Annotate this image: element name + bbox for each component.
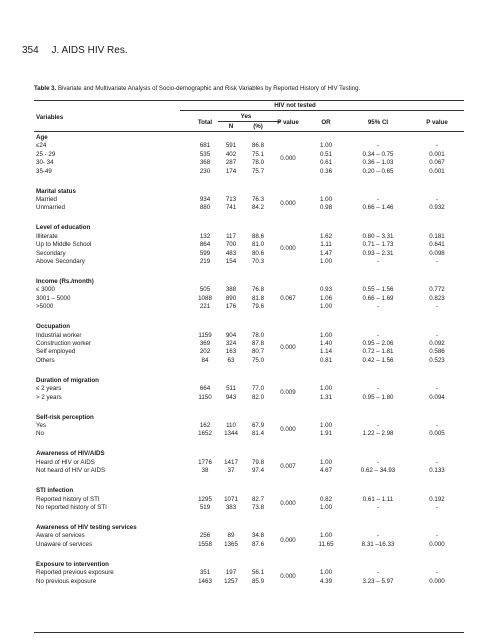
cell-p-value: 0.067 — [280, 294, 296, 302]
cell-n: 483 — [225, 249, 237, 257]
cell-total: 664 — [199, 385, 211, 393]
cell-total: 1652 — [198, 430, 212, 438]
cell-or: 1.00 — [319, 142, 333, 150]
cell-n: 174 — [225, 167, 237, 175]
row-label: Heard of HIV or AIDS — [36, 458, 95, 466]
cell-pct: 82.0 — [251, 393, 265, 401]
cell-total: 1088 — [198, 294, 212, 302]
cell-ci: - — [376, 258, 380, 265]
cell-ci: - — [376, 331, 380, 339]
cell-p-value: 0.000 — [280, 573, 296, 581]
row-label: ≤ 3000 — [36, 286, 55, 294]
cell-pct: 86.8 — [251, 142, 265, 150]
cell-or: 1.00 — [319, 258, 333, 265]
cell-pct: 84.2 — [251, 204, 265, 212]
cell-or: 1.62 — [319, 232, 333, 240]
cell-or: 0.61 — [319, 159, 333, 167]
row-label: Others — [36, 356, 55, 364]
row-label: Above Secondary — [36, 258, 85, 265]
row-label: Unaware of services — [36, 540, 93, 548]
cell-pct: 88.6 — [251, 232, 265, 240]
cell-n: 700 — [225, 241, 237, 249]
cell-or: 4.67 — [319, 467, 333, 475]
cell-n: 904 — [225, 331, 237, 339]
header-group: HIV not tested — [274, 102, 316, 109]
cell-pct: 76.8 — [251, 286, 265, 294]
cell-or: 1.00 — [319, 569, 333, 577]
cell-pct: 77.0 — [251, 385, 265, 393]
cell-total: 1150 — [198, 393, 212, 401]
running-head — [22, 45, 128, 56]
cell-p-value-adjusted: 0.092 — [429, 340, 445, 347]
cell-p-value: 0.000 — [280, 426, 296, 434]
cell-total: 505 — [199, 286, 211, 294]
cell-n: 154 — [225, 258, 237, 265]
cell-or: 0.51 — [319, 150, 333, 158]
row-label: Self employed — [36, 348, 76, 356]
section-title: STI infection — [36, 487, 74, 495]
cell-p-value-adjusted: 0.094 — [429, 393, 445, 401]
cell-or: 1.00 — [319, 196, 333, 203]
cell-total: 1463 — [198, 577, 212, 585]
cell-pct: 87.8 — [251, 340, 265, 347]
cell-total: 519 — [199, 504, 211, 511]
cell-p-value: 0.000 — [280, 200, 296, 208]
cell-or: 1.06 — [319, 294, 333, 302]
section-title: Age — [36, 134, 48, 141]
table-label: Table 3. — [34, 85, 57, 92]
cell-n: 402 — [225, 150, 237, 158]
header-ci: 95% CI — [367, 119, 389, 126]
cell-pct: 78.0 — [251, 331, 265, 339]
cell-p-value-adjusted: 0.772 — [429, 286, 445, 294]
cell-pct: 81.8 — [251, 294, 265, 302]
cell-p-value-adjusted: 0.000 — [429, 577, 445, 585]
cell-p-value-adjusted: 0.098 — [429, 249, 445, 257]
cell-p-value-adjusted: 0.641 — [429, 241, 445, 249]
cell-n: 117 — [226, 232, 236, 240]
header-pct: (%) — [253, 123, 263, 130]
cell-or: 1.00 — [319, 458, 333, 466]
cell-ci: - — [376, 422, 380, 429]
cell-total: 351 — [199, 569, 211, 577]
cell-n: 383 — [225, 504, 237, 511]
cell-ci: 0.34 – 0.75 — [362, 150, 394, 158]
cell-pct: 78.0 — [251, 159, 265, 167]
cell-p-value-adjusted: - — [435, 142, 439, 150]
row-label: >5000 — [36, 303, 54, 311]
row-label: Construction worker — [36, 340, 92, 347]
cell-p-value-adjusted: 0.067 — [429, 159, 445, 167]
cell-pct: 75.0 — [251, 356, 265, 364]
cell-total: 221 — [199, 303, 211, 311]
cell-total: 1295 — [198, 495, 212, 503]
cell-n: 1417 — [224, 458, 238, 466]
header-p-value: P value — [277, 119, 299, 126]
section-title: Occupation — [36, 323, 71, 331]
cell-pct: 87.6 — [251, 540, 265, 548]
cell-p-value-adjusted: 0.133 — [429, 467, 445, 475]
cell-total: 132 — [199, 232, 211, 240]
cell-p-value: 0.000 — [280, 155, 296, 162]
cell-or: 0.98 — [319, 204, 333, 212]
cell-total: 934 — [199, 196, 211, 203]
cell-total: 368 — [199, 159, 211, 167]
cell-or: 1.11 — [320, 241, 332, 249]
cell-pct: 80.6 — [251, 249, 265, 257]
section-title: Exposure to intervention — [36, 560, 109, 568]
cell-ci: 0.61 – 1.11 — [362, 495, 394, 503]
cell-p-value-adjusted: - — [435, 303, 439, 311]
cell-p-value-adjusted: 0.932 — [429, 204, 445, 212]
cell-pct: 76.3 — [251, 196, 265, 203]
cell-total: 219 — [199, 258, 211, 265]
cell-ci: 0.66 – 1.46 — [362, 204, 394, 212]
page-number: 354 — [22, 45, 39, 56]
cell-ci: 0.95 – 2.06 — [362, 340, 394, 347]
cell-n: 890 — [225, 294, 237, 302]
cell-n: 1257 — [224, 577, 238, 585]
table-title: Bivariate and Multivariate Analysis of Socio-demographic and Risk Variables by Reported History of HIV Testing. — [57, 85, 361, 92]
cell-ci: - — [376, 458, 380, 466]
cell-ci: - — [376, 303, 380, 311]
cell-or: 0.81 — [319, 356, 333, 364]
cell-pct: 80.7 — [251, 348, 265, 356]
cell-p-value-adjusted: - — [435, 504, 439, 511]
cell-n: 110 — [226, 422, 236, 429]
cell-pct: 70.3 — [251, 258, 265, 265]
cell-ci: 3.23 – 5.97 — [362, 577, 394, 585]
cell-p-value-adjusted: 0.192 — [429, 495, 445, 503]
row-label: 30- 34 — [36, 159, 54, 167]
header-total: Total — [197, 119, 213, 126]
cell-total: 864 — [199, 241, 211, 249]
header-bottom-rule — [34, 131, 464, 132]
section-title: Self-risk perception — [36, 413, 94, 421]
cell-n: 1365 — [224, 540, 238, 548]
section-title: Income (Rs./month) — [36, 278, 94, 285]
cell-p-value-adjusted: - — [435, 458, 439, 466]
cell-p-value-adjusted: - — [435, 385, 439, 393]
section-title: Awareness of HIV/AIDS — [36, 450, 105, 458]
cell-ci: 0.55 – 1.56 — [362, 286, 394, 294]
yes-rule — [218, 121, 280, 122]
cell-pct: 67.9 — [251, 422, 265, 429]
cell-n: 713 — [225, 196, 237, 203]
cell-n: 63 — [227, 356, 235, 364]
cell-ci: - — [376, 142, 380, 150]
section-title: Awareness of HIV testing services — [36, 524, 137, 531]
cell-or: 0.36 — [319, 167, 333, 175]
cell-or: 1.14 — [319, 348, 333, 356]
row-label: 35-49 — [36, 167, 52, 175]
header-n: N — [228, 123, 234, 130]
row-label: 3001 – 5000 — [36, 294, 71, 302]
row-label: Married — [36, 196, 57, 203]
cell-ci: 0.66 – 1.69 — [362, 294, 394, 302]
table-caption — [34, 85, 360, 92]
cell-n: 163 — [225, 348, 237, 356]
cell-p-value-adjusted: - — [435, 422, 439, 429]
row-label: Up to Middle School — [36, 241, 92, 249]
header-or: OR — [321, 119, 331, 126]
cell-ci: - — [376, 532, 380, 540]
row-label: Secondary — [36, 249, 66, 257]
cell-p-value-adjusted: - — [435, 196, 439, 203]
cell-total: 535 — [199, 150, 211, 158]
cell-n: 37 — [227, 467, 235, 475]
cell-total: 1558 — [198, 540, 212, 548]
cell-ci: 0.42 – 1.56 — [362, 356, 394, 364]
row-label: ≤24 — [36, 142, 47, 150]
cell-ci: 0.80 – 3.31 — [362, 232, 394, 240]
cell-or: 1.00 — [319, 504, 333, 511]
cell-ci: - — [376, 569, 380, 577]
cell-total: 1776 — [198, 458, 212, 466]
cell-total: 38 — [201, 467, 209, 475]
header-yes: Yes — [240, 113, 252, 120]
cell-p-value-adjusted: 0.005 — [429, 430, 445, 438]
cell-or: 0.82 — [319, 495, 333, 503]
section-title: Duration of migration — [36, 376, 99, 384]
cell-p-value: 0.000 — [280, 344, 296, 352]
cell-ci: - — [376, 385, 380, 393]
cell-or: 1.40 — [319, 340, 333, 347]
row-label: > 2 years — [36, 393, 62, 401]
cell-n: 511 — [226, 385, 236, 393]
cell-p-value-adjusted: 0.181 — [429, 232, 445, 240]
cell-ci: 0.71 – 1.73 — [362, 241, 394, 249]
cell-ci: 0.93 – 2.31 — [362, 249, 394, 257]
row-label: Reported previous exposure — [36, 569, 114, 577]
header-p-value-adjusted: P value — [426, 119, 448, 126]
section-title: Level of education — [36, 224, 91, 232]
cell-or: 1.00 — [319, 385, 333, 393]
cell-total: 256 — [199, 532, 211, 540]
header-variables: Variables — [36, 114, 64, 121]
cell-pct: 81.0 — [251, 241, 265, 249]
cell-ci: 8.31 –16.33 — [361, 540, 395, 548]
cell-n: 324 — [225, 340, 237, 347]
cell-or: 1.31 — [319, 393, 333, 401]
cell-n: 287 — [225, 159, 237, 167]
cell-n: 943 — [225, 393, 237, 401]
cell-n: 197 — [225, 569, 237, 577]
cell-pct: 73.8 — [251, 504, 265, 511]
cell-p-value-adjusted: 0.523 — [429, 356, 445, 364]
row-label: Industrial worker — [36, 331, 82, 339]
cell-pct: 75.1 — [251, 150, 265, 158]
row-label: ≤ 2 years — [36, 385, 62, 393]
row-label: No — [36, 430, 44, 438]
row-label: Illiterate — [36, 232, 58, 240]
cell-p-value-adjusted: - — [435, 331, 439, 339]
cell-total: 84 — [201, 356, 209, 364]
cell-n: 176 — [225, 303, 237, 311]
cell-p-value: 0.000 — [280, 245, 296, 253]
row-label: Unmarried — [36, 204, 65, 212]
cell-pct: 79.8 — [251, 458, 265, 466]
cell-pct: 82.7 — [251, 495, 265, 503]
cell-n: 1344 — [224, 430, 238, 438]
cell-p-value-adjusted: 0.823 — [429, 294, 445, 302]
cell-total: 599 — [199, 249, 211, 257]
cell-ci: 0.95 – 1.80 — [362, 393, 394, 401]
cell-total: 162 — [199, 422, 211, 429]
row-label: Yes — [36, 422, 47, 429]
cell-pct: 75.7 — [251, 167, 265, 175]
group-rule — [180, 110, 464, 111]
cell-total: 880 — [199, 204, 211, 212]
bottom-rule — [34, 632, 464, 633]
cell-pct: 56.1 — [251, 569, 265, 577]
cell-or: 1.00 — [319, 303, 333, 311]
cell-p-value-adjusted: 0.001 — [429, 150, 445, 158]
cell-total: 1159 — [198, 331, 212, 339]
row-label: Not heard of HIV or AIDS — [36, 467, 106, 475]
cell-n: 388 — [225, 286, 237, 294]
cell-n: 591 — [225, 142, 237, 150]
top-rule — [34, 100, 464, 101]
cell-n: 1071 — [224, 495, 238, 503]
row-label: 25 - 29 — [36, 150, 56, 158]
cell-ci: - — [376, 196, 380, 203]
cell-or: 1.00 — [319, 422, 333, 429]
cell-total: 369 — [199, 340, 211, 347]
row-label: No previous exposure — [36, 577, 97, 585]
cell-p-value: 0.007 — [280, 463, 296, 470]
cell-total: 230 — [199, 167, 211, 175]
cell-total: 202 — [199, 348, 211, 356]
cell-or: 4.39 — [319, 577, 333, 585]
cell-n: 741 — [225, 204, 237, 212]
row-label: Aware of services — [36, 532, 85, 540]
cell-or: 11.65 — [318, 540, 334, 548]
cell-or: 1.00 — [319, 532, 333, 540]
journal-name: J. AIDS HIV Res. — [51, 45, 128, 56]
cell-or: 1.47 — [319, 249, 333, 257]
cell-p-value: 0.000 — [280, 536, 296, 544]
section-title: Marital status — [36, 187, 76, 195]
cell-pct: 34.8 — [251, 532, 265, 540]
cell-pct: 85.9 — [251, 577, 265, 585]
cell-ci: 0.72 – 1.81 — [362, 348, 394, 356]
cell-p-value-adjusted: 0.586 — [429, 348, 445, 356]
cell-ci: 0.62 – 34.93 — [360, 467, 396, 475]
cell-ci: 0.36 – 1.03 — [362, 159, 394, 167]
cell-ci: 1.22 – 2.98 — [362, 430, 394, 438]
cell-total: 681 — [199, 142, 211, 150]
cell-p-value: 0.009 — [280, 389, 296, 397]
cell-or: 1.00 — [319, 331, 333, 339]
row-label: No reported history of STI — [36, 504, 107, 511]
cell-pct: 79.6 — [251, 303, 265, 311]
cell-ci: - — [376, 504, 380, 511]
cell-pct: 81.4 — [251, 430, 265, 438]
cell-ci: 0.20 – 0.65 — [362, 167, 394, 175]
cell-or: 0.93 — [319, 286, 333, 294]
cell-or: 1.91 — [319, 430, 333, 438]
cell-pct: 97.4 — [251, 467, 265, 475]
cell-p-value-adjusted: 0.001 — [429, 167, 445, 175]
cell-p-value-adjusted: 0.000 — [429, 540, 445, 548]
cell-p-value-adjusted: - — [435, 569, 439, 577]
cell-p-value: 0.000 — [280, 499, 296, 507]
cell-n: 89 — [227, 532, 235, 540]
cell-p-value-adjusted: - — [435, 258, 439, 265]
cell-p-value-adjusted: - — [435, 532, 439, 540]
row-label: Reported history of STI — [36, 495, 100, 503]
